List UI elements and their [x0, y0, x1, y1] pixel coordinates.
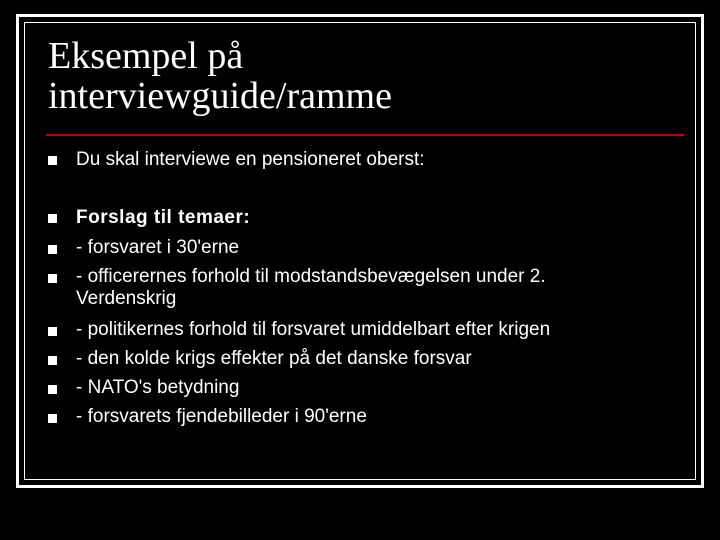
list-item-topic — [48, 319, 648, 341]
topics-heading-text: Forslag til temaer: — [76, 207, 251, 228]
topic-text: - politikernes forhold til forsvaret umiddelbart efter krigen — [76, 319, 551, 340]
square-bullet-icon — [48, 327, 57, 336]
slide-title-line-1: Eksempel på — [48, 35, 244, 77]
list-item-topic — [48, 348, 648, 370]
slide-title-line-2: interviewguide/ramme — [48, 75, 392, 117]
topic-text: - officerernes forhold til modstandsbevægelsen under 2. — [76, 266, 546, 287]
topic-text: - forsvarets fjendebilleder i 90'erne — [76, 406, 367, 427]
list-item-topic — [48, 377, 648, 399]
square-bullet-icon — [48, 414, 57, 423]
topic-text: - forsvaret i 30'erne — [76, 237, 240, 258]
intro-text: Du skal interviewe en pensioneret oberst: — [76, 149, 425, 170]
square-bullet-icon — [48, 214, 57, 223]
square-bullet-icon — [48, 245, 57, 254]
list-item-intro — [48, 149, 648, 171]
square-bullet-icon — [48, 274, 57, 283]
square-bullet-icon — [48, 356, 57, 365]
topic-text: - den kolde krigs effekter på det danske forsvar — [76, 348, 472, 369]
title-divider — [46, 134, 684, 136]
square-bullet-icon — [48, 156, 57, 165]
list-item-topic — [48, 406, 648, 428]
list-item-topic — [48, 266, 648, 310]
topic-text-continuation: Verdenskrig — [76, 288, 177, 309]
list-item-topics-heading — [48, 207, 648, 229]
list-item-topic — [48, 237, 648, 259]
square-bullet-icon — [48, 385, 57, 394]
slide-title — [48, 36, 678, 116]
topic-text: - NATO's betydning — [76, 377, 240, 398]
